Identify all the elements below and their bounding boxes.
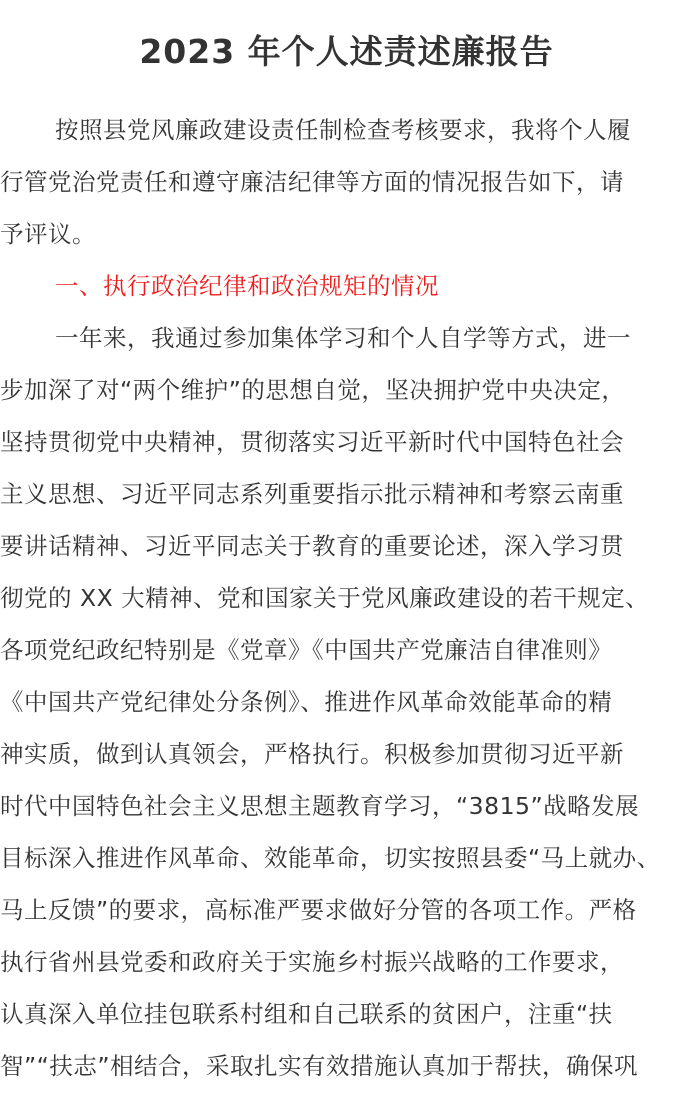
paragraph-line: 时代中国特色社会主义思想主题教育学习，“3815”战略发展 xyxy=(0,792,640,820)
paragraph-line: 《中国共产党纪律处分条例》、推进作风革命效能革命的精 xyxy=(0,688,613,716)
paragraph-line: 神实质，做到认真领会，严格执行。积极参加贯彻习近平新 xyxy=(0,740,624,768)
paragraph-line: 目标深入推进作风革命、效能革命，切实按照县委“马上就办、 xyxy=(0,844,661,872)
paragraph-line: 步加深了对“两个维护”的思想自觉，坚决拥护党中央决定， xyxy=(0,376,626,404)
paragraph-line: 要讲话精神、习近平同志关于教育的重要论述，深入学习贯 xyxy=(0,532,624,560)
paragraph-line: 智”“扶志”相结合，采取扎实有效措施认真加于帮扶，确保巩 xyxy=(0,1052,639,1080)
paragraph-line: 马上反馈”的要求，高标准严要求做好分管的各项工作。严格 xyxy=(0,896,637,924)
section-heading: 一、执行政治纪律和政治规矩的情况 xyxy=(55,272,439,300)
document-title: 2023 年个人述责述廉报告 xyxy=(139,32,554,71)
paragraph-line: 主义思想、习近平同志系列重要指示批示精神和考察云南重 xyxy=(0,480,624,508)
paragraph-line: 按照县党风廉政建设责任制检查考核要求，我将个人履 xyxy=(55,116,631,144)
paragraph-line: 予评议。 xyxy=(0,220,96,248)
paragraph-line: 坚持贯彻党中央精神，贯彻落实习近平新时代中国特色社会 xyxy=(0,428,624,456)
paragraph-line: 各项党纪政纪特别是《党章》《中国共产党廉洁自律准则》 xyxy=(0,636,613,664)
paragraph-line: 一年来，我通过参加集体学习和个人自学等方式，进一 xyxy=(55,324,631,352)
paragraph-line: 认真深入单位挂包联系村组和自己联系的贫困户，注重“扶 xyxy=(0,1000,613,1028)
paragraph-line: 彻党的 XX 大精神、党和国家关于党风廉政建设的若干规定、 xyxy=(0,584,650,612)
paragraph-line: 行管党治党责任和遵守廉洁纪律等方面的情况报告如下，请 xyxy=(0,168,624,196)
paragraph-line: 执行省州县党委和政府关于实施乡村振兴战略的工作要求， xyxy=(0,948,624,976)
document-body xyxy=(0,104,693,1092)
